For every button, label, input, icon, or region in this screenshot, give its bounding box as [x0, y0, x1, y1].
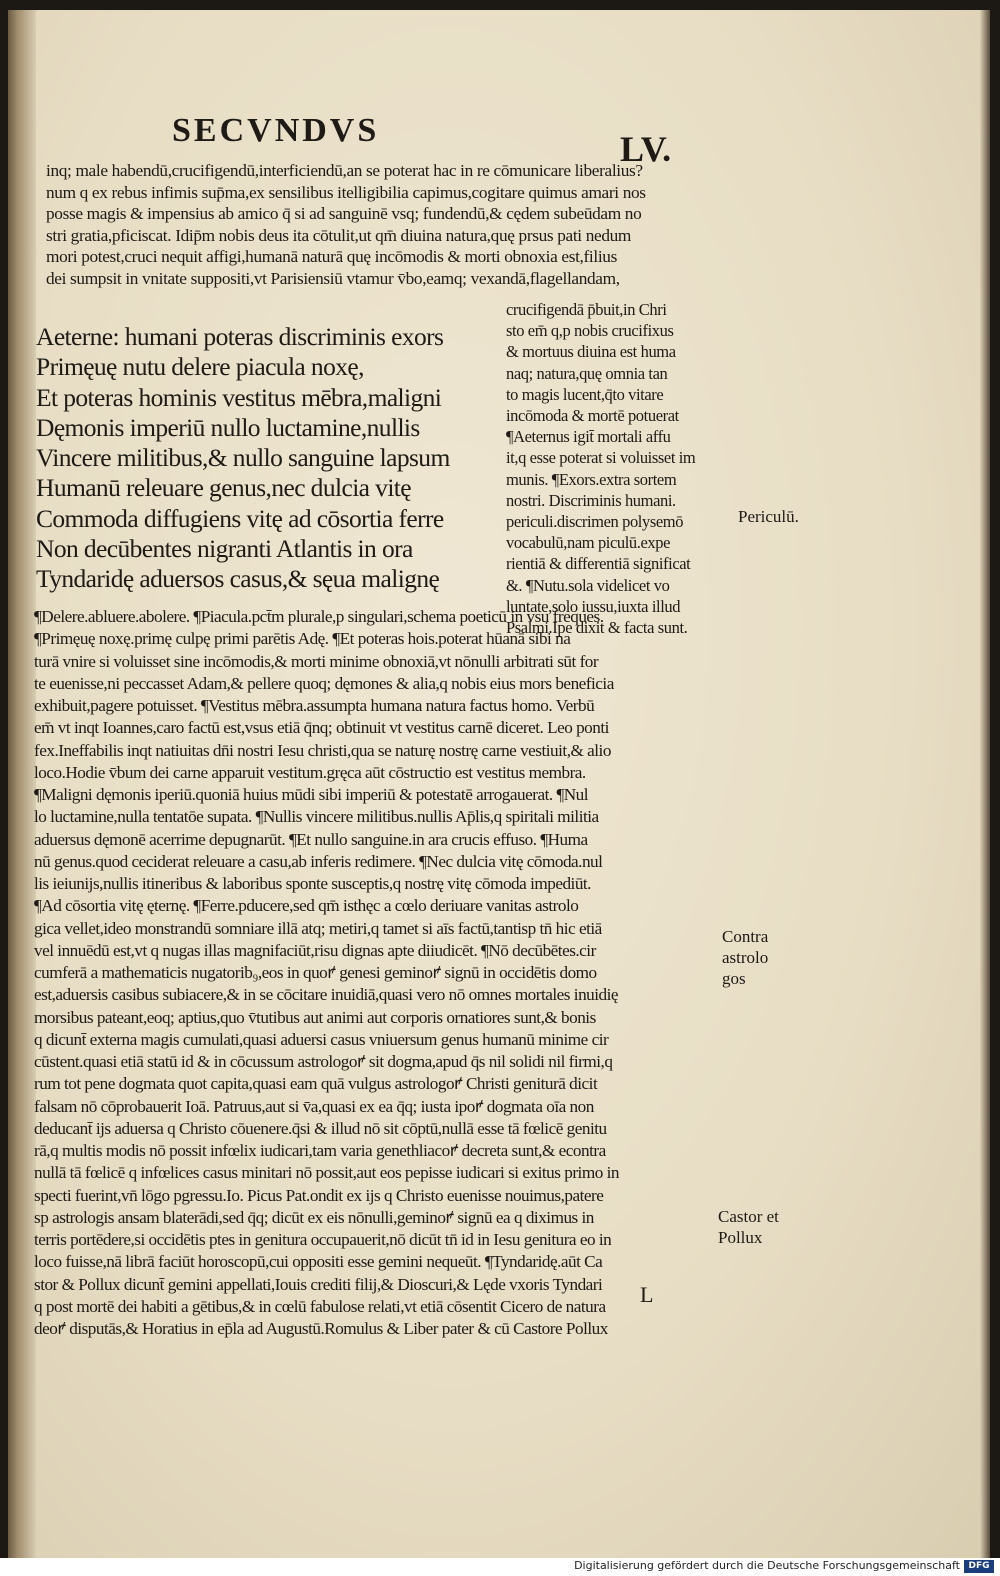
verse-line: Dęmonis imperiū nullo luctamine,nullis [36, 412, 420, 442]
verse-line: Tyndaridę aduersos casus,& sęua malignę [36, 564, 440, 594]
text-line: rum tot pene dogmata quot capita,quasi eam quā vulgus astrologoꝵ Christi geniturā dicit [34, 1074, 598, 1094]
intro-commentary [46, 160, 736, 289]
text-line: rā,q multis modis nō possit infœlix iudicari,tam varia genethliacoꝵ decreta sunt,& econtra [34, 1141, 606, 1160]
text-line: dei sumpsit in vnitate suppositi,vt Parisiensiū vtamur v̄bo,eamq; vexandā,flagellandam, [46, 268, 620, 288]
marginal-note-contra-astrologos [722, 926, 768, 989]
text-line: cumferā a mathematicis nugatorib₉,eos in quoꝵ genesi geminoꝵ signū in occidētis domo [34, 963, 597, 982]
text-line: stor & Pollux dicunt̄ gemini appellati,Iouis crediti filij,& Dioscuri,& Lęde vxoris Tyndari [34, 1274, 603, 1294]
text-line: num q ex rebus infimis sup̄ma,ex sensilibus itelligibilia capimus,cogitare quimus amari nos [46, 182, 646, 202]
text-line: to magis lucent,q̄to vitare [506, 384, 664, 404]
text-line: q dicunt̄ externa magis cumulati,quasi aduersi casus vniuersum genus humanū minime cir [34, 1029, 609, 1049]
text-line: q post mortē dei habiti a gētibus,& in cœlū fabulose relati,vt etiā cōsentit Cicero de natura [34, 1296, 606, 1316]
funding-credit: Digitalisierung gefördert durch die Deutsche Forschungsgemeinschaft [574, 1559, 960, 1572]
text-line: morsibus pateant,eoq; aptius,quo v̄tutibus aut animi aut corporis ornatiores sunt,& bonis [34, 1007, 596, 1027]
dfg-logo: DFG [964, 1560, 994, 1573]
text-line: ¶Maligni dęmonis iperiū.quoniā huius mūdi sibi imperiū & potestatē arrogauerat. ¶Nul [34, 785, 589, 804]
running-head: SECVNDVS [172, 112, 380, 149]
text-line: incōmoda & mortē potuerat [506, 406, 679, 426]
text-line: specti fuerint,vn̄ lōgo pgressu.Io. Picus Pat.ondit ex ijs q Christo euenisse nouimus,patere [34, 1185, 604, 1205]
text-line: vocabulū,nam piculū.expe [506, 533, 671, 553]
verse-line: Primęuę nutu delere piacula noxę, [36, 352, 364, 382]
marginal-line: Contra [722, 927, 769, 946]
text-line: falsam nō cōprobauerit Ioā. Patruus,aut si v̄a,quasi ex ea q̄q; iusta ipoꝵ dogmata oīa non [34, 1096, 594, 1116]
text-line: crucifigendā p̄buit,in Chri [506, 300, 667, 319]
marginal-note-castor-pollux [718, 1206, 779, 1248]
text-line: terris portēdere,si occidētis ptes in genitura occupauerit,nō dicūt tn̄ id in Iesu genitura eo in [34, 1230, 612, 1249]
verse-line: Aeterne: humani poteras discriminis exors [36, 322, 444, 351]
text-line: exhibuit,pagere potuisset. ¶Vestitus mēbra.assumpta humana natura factus homo. Verbū [34, 696, 595, 715]
signature-mark: L [640, 1282, 654, 1307]
text-line: vel innuēdū est,vt q nugas illas magnifaciūt,risu dignas apte diiudicēt. ¶Nō decūbētes.cir [34, 940, 596, 960]
text-line: aduersus dęmonē acerrime depugnarūt. ¶Et nullo sanguine.in ara crucis effuso. ¶Huma [34, 829, 588, 849]
verse-line: Commoda diffugiens vitę ad cōsortia ferre [36, 503, 444, 533]
marginal-line: Periculū. [738, 507, 799, 526]
side-commentary [506, 299, 736, 638]
text-line: gica vellet,ideo monstrandū somniare illā atq; metiri,q tamet si aīs factū,tantisp tn̄ hic etiā [34, 918, 602, 938]
text-line: est,aduersis casibus subiacere,& in se cōcitare inuidiā,quasi vero nō omnes mortales inuidię [34, 985, 619, 1005]
text-line: inq; male habendū,crucifigendū,interficiendū,an se poterat hac in re cōmunicare liberalius? [46, 161, 643, 180]
text-line: nū genus.quod ceciderat releuare a casu,ab inferis redimere. ¶Nec dulcia vitę cōmoda.nul [34, 851, 603, 871]
marginal-line: Pollux [718, 1228, 763, 1247]
text-line: nostri. Discriminis humani. [506, 490, 676, 510]
text-line: & mortuus diuina est huma [506, 342, 676, 362]
text-line: deducant̄ ijs aduersa q Christo cōuenere.q̄si & illud nō sit cōptū,nullā esse tā fœlicē genitu [34, 1118, 607, 1138]
text-line: fex.Ineffabilis inqt natiuitas dn̄i nostri Iesu christi,qua se naturę nostrę carne vestiuit,& alio [34, 740, 611, 760]
text-line: lis ieiunijs,nullis itineribus & laboribus sponte susceptis,q nostrę vitę cōmoda impediūt. [34, 874, 591, 893]
text-line: te euenisse,ni peccasset Adam,& pellere quoq; dęmones & alia,q nobis eius mors beneficia [34, 673, 614, 693]
page-edge [980, 10, 990, 1558]
text-line: luntate,solo iussu,iuxta illud [506, 596, 681, 616]
text-line: lo luctamine,nulla tentatōe supata. ¶Nullis vincere militibus.nullis Ap̄lis,q spiritali militia [34, 807, 599, 827]
verse-line: Humanū releuare genus,nec dulcia vitę [36, 473, 412, 503]
text-line: Psalmi.Ipe dixit & facta sunt. [506, 618, 688, 638]
marginal-note-periculum [738, 506, 799, 527]
text-line: turā vnire si voluisset sine incōmodis,& morti minime obnoxiā,vt nōnulli arbitrati sūt for [34, 651, 599, 671]
text-line: periculi.discrimen polysemō [506, 512, 684, 532]
text-line: sto em̄ q,p nobis crucifixus [506, 321, 674, 341]
text-line: it,q esse poterat si voluisset im [506, 448, 696, 468]
text-line: ¶Aeternus igit̄ mortali affu [506, 427, 671, 447]
marginal-line: astrolo [722, 948, 769, 967]
text-line: rientiā & differentiā significat [506, 554, 691, 574]
marginal-line: Castor et [718, 1207, 779, 1226]
text-line: ¶Delere.abluere.abolere. ¶Piacula.pct̄m plurale,p singulari,schema poeticū in vsu freques. [34, 607, 604, 626]
text-line: munis. ¶Exors.extra sortem [506, 469, 677, 489]
text-line: deoꝵ disputās,& Horatius in ep̄la ad Augustū.Romulus & Liber pater & cū Castore Pollux [34, 1319, 608, 1338]
text-line: em̄ vt inqt Ioannes,caro factū est,vsus etiā q̄nq; obtinuit vt vestitus carnē diceret. Leo ponti [34, 718, 609, 738]
text-line: stri gratia,pficiscat. Idip̄m nobis deus ita cōtulit,ut qm̄ diuina natura,quę prsus pati nedum [46, 225, 631, 245]
verse-line: Et poteras hominis vestitus mēbra,maligni [36, 382, 442, 412]
verse-line: Vincere militibus,& nullo sanguine lapsum [36, 443, 450, 473]
verse-block [36, 322, 486, 595]
verse-line: Non decūbentes nigranti Atlantis in ora [36, 534, 413, 564]
text-line: nullā tā fœlicē q infœlices casus minitari nō possit,aut eos pepisse iudicari si exitus primo in [34, 1163, 619, 1183]
text-line: sp astrologis ansam blaterādi,sed q̄q; dicūt ex eis nōnulli,geminoꝵ signū ea q diximus in [34, 1207, 594, 1227]
text-line: loco fuisse,nā librā faciūt horoscopū,cui oppositi esse gemini nequeūt. ¶Tyndaridę.aūt Ca [34, 1252, 603, 1272]
text-line: posse magis & impensius ab amico q̄ si ad sanguinē vsq; fundendū,& cędem subeūdam no [46, 204, 642, 223]
main-commentary [34, 606, 724, 1340]
text-line: cūstent.quasi etiā statū id & in cōcussum astrologoꝵ sit dogma,apud q̄s nil solidi nil firmi,q [34, 1052, 613, 1071]
book-gutter [8, 10, 36, 1558]
text-line: loco.Hodie v̄bum dei carne apparuit vestitum.gręca aūt cōstructio est vestitus membra. [34, 762, 586, 782]
folio-number: LV. [620, 129, 672, 169]
text-line: mori potest,cruci nequit affigi,humanā naturā quę incōmodis & morti obnoxia est,filius [46, 247, 617, 266]
marginal-line: gos [722, 969, 746, 988]
text-line: ¶Ad cōsortia vitę ęternę. ¶Ferre.pducere,sed qm̄ isthęc a cœlo deriuare vanitas astrolo [34, 896, 579, 916]
text-line: &. ¶Nutu.sola videlicet vo [506, 575, 670, 595]
text-line: naq; natura,quę omnia tan [506, 363, 668, 383]
text-line: ¶Primęuę noxę.primę culpę primi parētis Adę. ¶Et poteras hois.poterat hūanā sibi na [34, 629, 571, 649]
